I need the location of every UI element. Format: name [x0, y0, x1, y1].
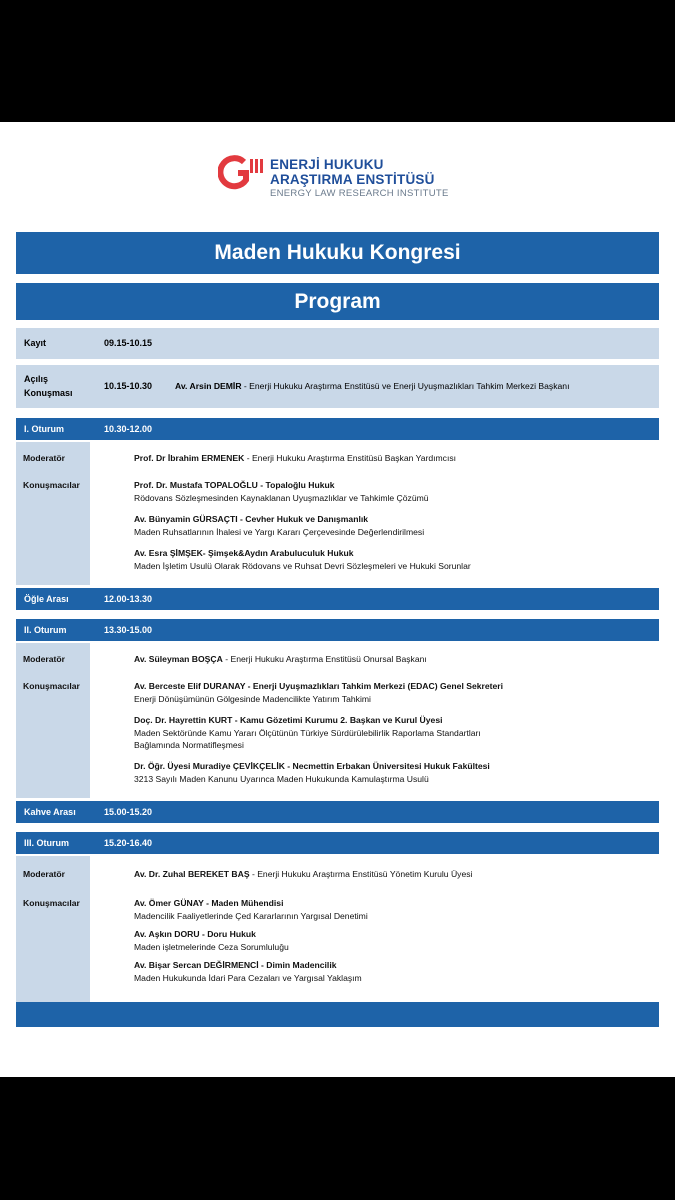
institute-logo [218, 152, 478, 202]
speaker-name: Av. Aşkın DORU - Doru Hukuk [134, 929, 256, 939]
lunch-time: 12.00-13.30 [104, 594, 153, 604]
speaker-name: Av. Ömer GÜNAY - Maden Mühendisi [134, 898, 284, 908]
speaker-name: Doç. Dr. Hayrettin KURT - Kamu Gözetimi Kurumu 2. Başkan ve Kurul Üyesi [134, 715, 443, 725]
session-3-time: 15.20-16.40 [104, 838, 153, 848]
speaker-topic: Maden İşletim Usulü Olarak Rödovans ve Ruhsat Devri Sözleşmeleri ve Hukuki Sorunlar [134, 561, 471, 571]
speaker-topic: Madencilik Faaliyetlerinde Çed Kararlarının Yargısal Denetimi [134, 911, 368, 921]
session-2-label: II. Oturum [24, 625, 67, 635]
session-3-body [16, 856, 659, 1002]
speaker-name: Dr. Öğr. Üyesi Muradiye ÇEVİKÇELİK - Necmettin Erbakan Üniversitesi Hukuk Fakültesi [134, 761, 490, 771]
lunch-break-row [16, 588, 659, 610]
coffee-label: Kahve Arası [24, 807, 76, 817]
logo-line-3: ENERGY LAW RESEARCH INSTITUTE [270, 188, 449, 199]
session-2-body [16, 643, 659, 798]
session-2-moderator: Av. Süleyman BOŞÇA - Enerji Hukuku Araştırma Enstitüsü Onursal Başkanı [134, 654, 427, 664]
speaker-topic: 3213 Sayılı Maden Kanunu Uyarınca Maden Hukukunda Kamulaştırma Usulü [134, 774, 429, 784]
speaker-topic: Maden işletmelerinde Ceza Sorumluluğu [134, 942, 289, 952]
registration-row [16, 328, 659, 359]
opening-row [16, 365, 659, 408]
opening-time: 10.15-10.30 [104, 381, 153, 391]
registration-label: Kayıt [24, 338, 47, 348]
opening-desc: - Enerji Hukuku Araştırma Enstitüsü ve Enerji Uyuşmazlıkları Tahkim Merkezi Başkanı [241, 381, 570, 391]
session-3-label: III. Oturum [24, 838, 69, 848]
coffee-break-row [16, 801, 659, 823]
speaker-topic: Maden Sektöründe Kamu Yararı Ölçütünün Türkiye Sürdürülebilirlik Raporlama Standartları [134, 728, 481, 738]
speaker-name: Av. Berceste Elif DURANAY - Enerji Uyuşmazlıkları Tahkim Merkezi (EDAC) Genel Sekreteri [134, 681, 504, 691]
page-subtitle: Program [16, 283, 659, 320]
speaker-topic: Rödovans Sözleşmesinden Kaynaklanan Uyuşmazlıklar ve Tahkimle Çözümü [134, 493, 429, 503]
speaker-name: Av. Bişar Sercan DEĞİRMENCİ - Dimin Madencilik [134, 960, 337, 970]
session-1-moderator-label: Moderatör [23, 453, 66, 463]
opening-label-2: Konuşması [24, 388, 73, 398]
program-document [0, 122, 675, 1077]
speaker-name: Prof. Dr. Mustafa TOPALOĞLU - Topaloğlu Hukuk [134, 480, 335, 490]
session-1-speakers-label: Konuşmacılar [23, 480, 80, 490]
session-2-time: 13.30-15.00 [104, 625, 153, 635]
session-3-moderator: Av. Dr. Zuhal BEREKET BAŞ - Enerji Hukuku Araştırma Enstitüsü Yönetim Kurulu Üyesi [134, 869, 473, 879]
session-2-moderator-label: Moderatör [23, 654, 66, 664]
logo-line-2: ARAŞTIRMA ENSTİTÜSÜ [270, 172, 435, 187]
session-3-speakers-label: Konuşmacılar [23, 898, 80, 908]
session-3-header [16, 832, 659, 854]
session-1-header [16, 418, 659, 440]
session-1-time: 10.30-12.00 [104, 424, 153, 434]
coffee-time: 15.00-15.20 [104, 807, 153, 817]
speaker-topic: Maden Hukukunda İdari Para Cezaları ve Yargısal Yaklaşım [134, 973, 362, 983]
session-3-moderator-label: Moderatör [23, 869, 66, 879]
session-2-header [16, 619, 659, 641]
footer-bar [16, 1002, 659, 1027]
opening-speaker: Av. Arsin DEMİR [175, 381, 242, 391]
session-1-moderator: Prof. Dr İbrahim ERMENEK - Enerji Hukuku Araştırma Enstitüsü Başkan Yardımcısı [134, 453, 457, 463]
speaker-name: Av. Esra ŞİMŞEK- Şimşek&Aydın Arabuluculuk Hukuk [134, 548, 354, 558]
speaker-topic: Maden Ruhsatlarının İhalesi ve Yargı Kararı Çerçevesinde Değerlendirilmesi [134, 527, 425, 537]
speaker-topic-cont: Bağlamında Normatifleşmesi [134, 740, 244, 750]
session-1-label: I. Oturum [24, 424, 64, 434]
session-2-speakers-label: Konuşmacılar [23, 681, 80, 691]
logo-line-1: ENERJİ HUKUKU [270, 157, 384, 172]
registration-time: 09.15-10.15 [104, 338, 153, 348]
session-1-body [16, 442, 659, 585]
speaker-topic: Enerji Dönüşümünün Gölgesinde Madencilikte Yatırım Tahkimi [134, 694, 371, 704]
page-title: Maden Hukuku Kongresi [16, 232, 659, 274]
speaker-name: Av. Bünyamin GÜRSAÇTI - Cevher Hukuk ve Danışmanlık [134, 514, 368, 524]
opening-label-1: Açılış [24, 374, 49, 384]
logo-mark-icon [218, 154, 270, 192]
opening-entry [175, 381, 569, 391]
lunch-label: Öğle Arası [24, 594, 69, 604]
